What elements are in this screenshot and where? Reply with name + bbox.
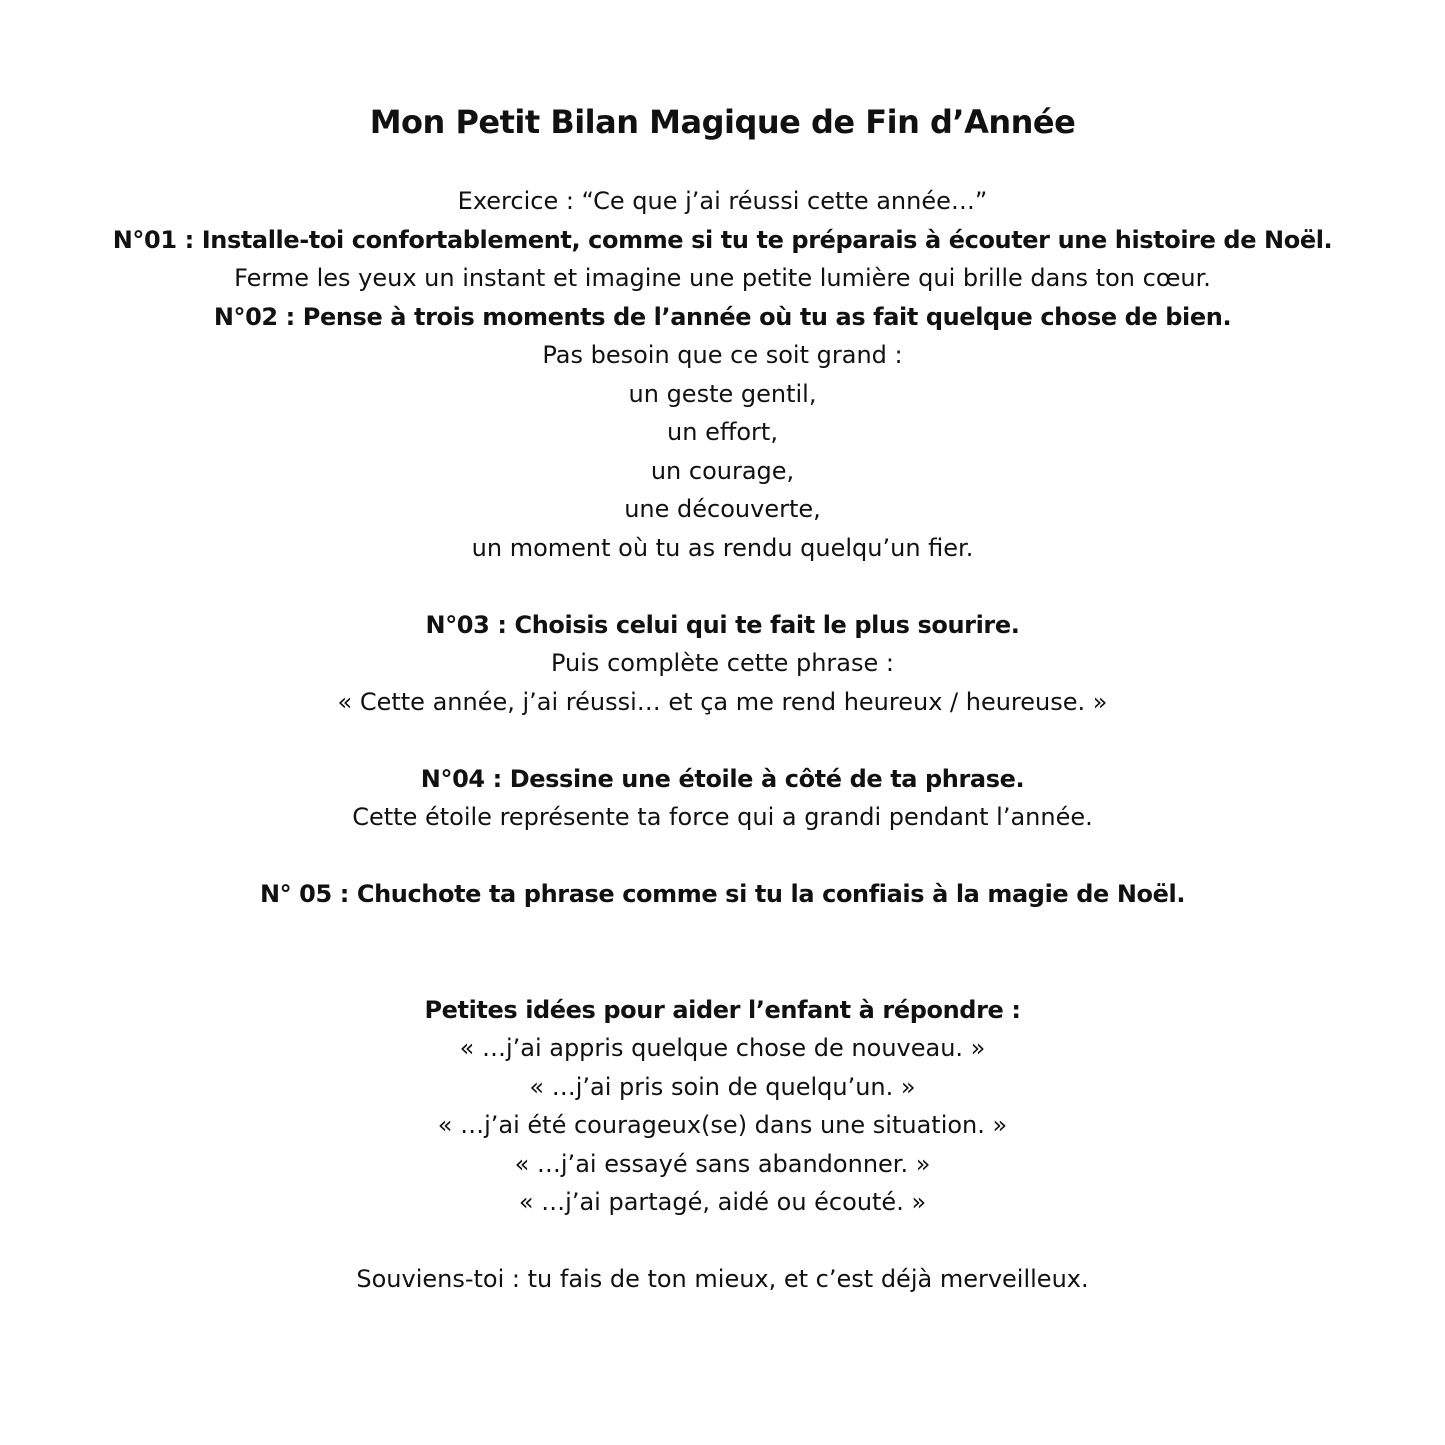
step-2-line-2: un geste gentil,: [628, 379, 817, 408]
spacer: [110, 914, 1335, 991]
step-3-line-2: « Cette année, j’ai réussi… et ça me rend heureux / heureuse. »: [337, 687, 1108, 716]
step-2-line-1: Pas besoin que ce soit grand :: [542, 341, 903, 369]
idea-item: « …j’ai essayé sans abandonner. »: [514, 1149, 931, 1178]
step-2-line-3: un effort,: [667, 418, 778, 446]
spacer: [110, 721, 1335, 760]
step-3-heading: N°03 : Choisis celui qui te fait le plus sourire.: [425, 610, 1020, 639]
idea-item: « …j’ai appris quelque chose de nouveau. »: [459, 1034, 986, 1062]
step-2-line-6: un moment où tu as rendu quelqu’un fier.: [471, 533, 974, 562]
spacer: [110, 837, 1335, 876]
step-1-line-1: Ferme les yeux un instant et imagine une petite lumière qui brille dans ton cœur.: [234, 264, 1211, 292]
idea-item: « …j’ai pris soin de quelqu’un. »: [529, 1072, 916, 1101]
step-2-line-5: une découverte,: [624, 495, 821, 523]
step-4-heading: N°04 : Dessine une étoile à côté de ta phrase.: [420, 764, 1025, 793]
idea-item: « …j’ai partagé, aidé ou écouté. »: [518, 1188, 927, 1216]
spacer: [110, 1222, 1335, 1261]
exercise-intro: Exercice : “Ce que j’ai réussi cette année…”: [457, 187, 988, 215]
idea-item: « …j’ai été courageux(se) dans une situation. »: [437, 1111, 1008, 1139]
step-2-line-4: un courage,: [650, 456, 795, 485]
step-2-heading: N°02 : Pense à trois moments de l’année où tu as fait quelque chose de bien.: [213, 302, 1232, 331]
step-4-line-1: Cette étoile représente ta force qui a grandi pendant l’année.: [352, 803, 1093, 831]
step-1-heading: N°01 : Installe-toi confortablement, comme si tu te préparais à écouter une histoire de Noël.: [112, 225, 1333, 254]
spacer: [110, 567, 1335, 606]
step-5-heading: N° 05 : Chuchote ta phrase comme si tu la confiais à la magie de Noël.: [259, 880, 1186, 908]
step-3-line-1: Puis complète cette phrase :: [551, 649, 894, 677]
closing-line: Souviens-toi : tu fais de ton mieux, et c’est déjà merveilleux.: [356, 1265, 1089, 1293]
document-title: Mon Petit Bilan Magique de Fin d’Année: [369, 103, 1076, 141]
ideas-heading: Petites idées pour aider l’enfant à répondre :: [424, 995, 1021, 1024]
